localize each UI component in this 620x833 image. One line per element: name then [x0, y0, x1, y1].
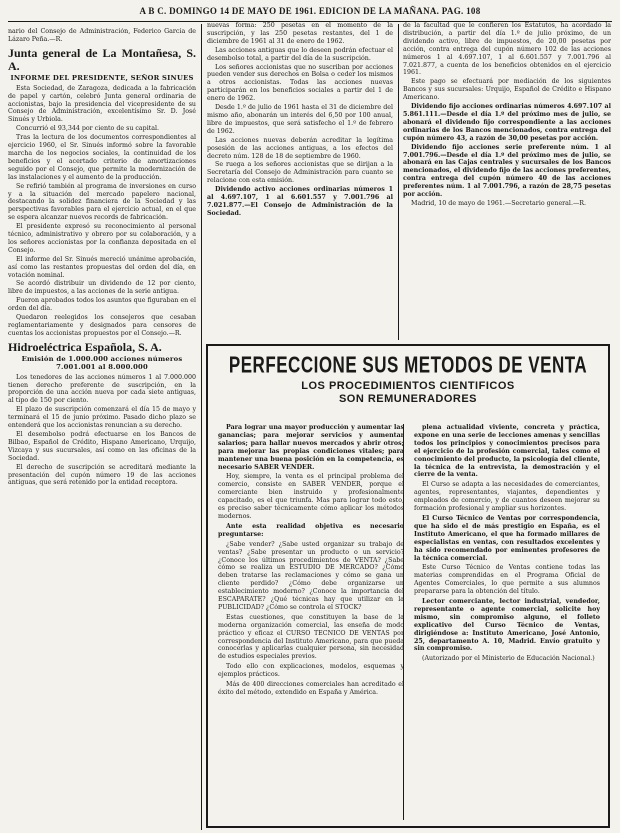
paragraph: Ante esta realidad objetiva es necesario preguntarse: — [218, 522, 404, 538]
paragraph: Se acordó distribuir un dividendo de 12 por ciento, libre de impuestos, a las acciones de la serie antigua. — [8, 280, 196, 296]
advertisement-box — [206, 344, 610, 828]
paragraph: El desembolso podrá efectuarse en los Bancos de Bilbao, Español de Crédito, Hispano Americano, Urquijo, Vizcaya y sus sucursales, así como en las oficinas de la Sociedad. — [8, 430, 196, 462]
paragraph: ¿Sabe vender? ¿Sabe usted organizar su trabajo de ventas? ¿Sabe presentar un producto o un servicio? ¿Conoce los últimos procedimientos de VENTA? ¿Sabe cómo se realiza un ESTUDIO DE MERCADO? ¿Cómo deben tratarse las reclamaciones y cómo se gana un cliente perdido? ¿Cómo debe organizarse un establecimiento moderno? ¿Conoce la importancia del ESCAPARATE? ¿Qué técnicas hay que utilizar en la PUBLICIDAD? ¿Cómo se controla el STOCK? — [218, 540, 404, 611]
paragraph: Lector comerciante, lector industrial, vendedor, representante o agente comercial, solicite hoy mismo, sin compromiso alguno, el folleto explicativo del Curso Técnico de Ventas, dirigiéndose a: Instituto Americano, José Antonio, 25, departamento A. 10, Madrid. Envío gratuito y sin compromiso. — [414, 598, 600, 653]
column-1 — [8, 28, 196, 828]
page-header: A B C. DOMINGO 14 DE MAYO DE 1961. EDICION DE LA MAÑANA. PAG. 108 — [139, 6, 481, 16]
hidroelectrica-headline: Hidroeléctrica Española, S. A. — [8, 339, 162, 354]
paragraph: El plazo de suscripción comenzará el día 15 de mayo y terminará el 15 de junio próximo. Pasado dicho plazo se entenderá que los accionistas renuncian a su derecho. — [8, 406, 196, 430]
paragraph: Todo ello con explicaciones, modelos, esquemas y ejemplos prácticos. — [218, 663, 404, 679]
paragraph: Se refirió también al programa de inversiones en curso y a la situación del mercado papelero nacional, destacando la solidez financiera de la Sociedad y las perspectivas favorables para el ejercicio actual, en el que se espera alcanzar nuevos records de fabricación. — [8, 182, 196, 222]
column-2 — [207, 22, 393, 340]
ad-subheadline — [216, 380, 600, 406]
paragraph: El informe del Sr. Sinués mereció unánime aprobación, así como las restantes propuestas del orden del día, en votación nominal. — [8, 255, 196, 279]
column-3 — [403, 22, 611, 340]
paragraph: nuevas forma: 250 pesetas en el momento de la suscripción, y las 250 pesetas restantes, del 1 de diciembre de 1961 al 31 de enero de 1962. — [207, 22, 393, 45]
paragraph: Los señores accionistas que no suscriban por acciones pueden vender sus derechos en Bolsa o ceder los mismos a otros accionistas. Todas las acciones nuevas participarán en los beneficios sociales a partir del 1 de enero de 1962. — [207, 63, 393, 103]
paragraph: de la facultad que le confieren los Estatutos, ha acordado la distribución, a partir del día 1.º de julio próximo, de un dividendo activo, libre de impuestos, de 20,00 pesetas por acción, contra entrega del cupón número 102 de las acciones números 1 al 4.697.107, 1 al 6.601.557 y 7.001.796 al 7.021.877, a cuenta de los beneficios obtenidos en el ejercicio 1961. — [403, 22, 611, 77]
paragraph: Concurrió el 93,344 por ciento de su capital. — [16, 125, 160, 133]
ad-subheadline-line-2: SON REMUNERADORES — [338, 393, 478, 405]
ad-headline: PERFECCIONE SUS METODOS DE VENTA — [228, 352, 588, 378]
paragraph: Más de 400 direcciones comerciales han acreditado el éxito del método, extendido en España y América. — [218, 681, 404, 696]
paragraph: Este pago se efectuará por mediación de los siguientes Bancos y sus sucursales: Urquijo, Español de Crédito e Hispano Americano. — [403, 78, 611, 102]
paragraph: Quedaron reelegidos los consejeros que cesaban reglamentariamente y designados para censores de cuentas los accionistas propuestos por el Consejo.—R. — [8, 314, 196, 337]
paragraph: (Autorizado por el Ministerio de Educación Nacional.) — [422, 655, 595, 663]
paragraph: Las acciones antiguas que lo deseen podrán efectuar el desembolso total, a partir del día de la suscripción. — [207, 46, 393, 62]
ad-subheadline-line-1: LOS PROCEDIMIENTOS CIENTIFICOS — [301, 380, 515, 392]
paragraph: Se ruega a los señores accionistas que se dirijan a la Secretaría del Consejo de Administración para cuanto se relacione con esta emisión. — [207, 161, 393, 185]
junta-headline: Junta general de La Montañesa, S. A. — [8, 45, 196, 73]
paragraph: Estas cuestiones, que constituyen la base de la moderna organización comercial, las enseña de modo práctico y eficaz el CURSO TECNICO DE VENTAS por correspondencia del Instituto Americano, para que pueda conocerlas y aplicarlas cualquier persona, sin necesidad de estudios especiales previos. — [218, 613, 404, 661]
paragraph: El Curso se adapta a las necesidades de comerciantes, agentes, representantes, viajantes, dependientes y empleados de comercio, y de cuantos deseen mejorar su formación profesional y ampliar sus horizontes. — [414, 481, 600, 513]
paragraph: El derecho de suscripción se acreditará mediante la presentación del cupón número 19 de las acciones antiguas, que será retenido por la entidad receptora. — [8, 463, 196, 487]
junta-subheadline: INFORME DEL PRESIDENTE, SEÑOR SINUES — [10, 73, 194, 82]
paragraph: Dividendo activo acciones ordinarias números 1 al 4.697.107, 1 al 6.601.557 y 7.001.796 al 7.021.877.—El Consejo de Administración de la Sociedad. — [207, 186, 393, 217]
column-divider-2 — [398, 24, 399, 340]
paragraph: Este Curso Técnico de Ventas contiene todas las materias comprendidas en el Programa Oficial de Agentes Comerciales, lo que permite a sus alumnos prepararse para la obtención del título. — [414, 564, 600, 596]
paragraph: Fueron aprobados todos los asuntos que figuraban en el orden del día. — [8, 297, 196, 313]
paragraph: Dividendo fijo acciones ordinarias números 4.697.107 al 5.861.111.—Desde el día 1.º del próximo mes de julio, se abonará el dividendo fijo correspondiente a las acciones ordinarias de los Bancos mencionados, contra entrega del cupón número 43, a razón de 30,00 pesetas por acción. — [403, 103, 611, 142]
paragraph: Las acciones nuevas deberán acreditar la legítima posesión de las acciones antiguas, a los efectos del decreto núm. 128 de 18 de septiembre de 1960. — [207, 136, 393, 160]
hidroelectrica-subheadline: Emisión de 1.000.000 acciones números 7.001.001 al 8.000.000 — [21, 354, 183, 371]
paragraph: Hoy, siempre, la venta es el principal problema del comercio, consiste en SABER VENDER, porque el comerciante bien instruido y profesionalmente capacitado, es el que triunfa. Mas para lograr todo esto, es preciso saber técnicamente cómo aplicar los métodos modernos. — [218, 473, 404, 520]
column-divider-1 — [201, 24, 202, 830]
paragraph: Desde 1.º de julio de 1961 hasta el 31 de diciembre del mismo año, abonarán un interés del 6,50 por 100 anual, libre de impuestos, que será satisfecho el 1.º de febrero de 1962. — [207, 104, 393, 135]
paragraph: Madrid, 10 de mayo de 1961.—Secretario general.—R. — [411, 199, 586, 207]
paragraph: El Curso Técnico de Ventas por correspondencia, que ha sido el de más prestigio en España, es el Instituto Americano, el que ha formado millares de especialistas en ventas, con resultados excelentes y ha sido recomendado por eminentes profesores de la técnica comercial. — [414, 514, 600, 562]
ad-left-column — [218, 424, 404, 824]
paragraph: Para lograr una mayor producción y aumentar las ganancias; para mejorar servicios y aumentar salarios; para hallar nuevos mercados y abrir otros; para mejorar las propias condiciones vitales; para mantener una buena posición en la competencia, es necesario SABER VENDER. — [218, 424, 404, 471]
ad-right-column — [414, 424, 600, 824]
paragraph: Tras la lectura de los documentos correspondientes al ejercicio 1960, el Sr. Sinués informó sobre la favorable marcha de los negocios sociales, la continuidad de los beneficios y el acertado criterio de amortizaciones seguido por el Consejo, que permite la modernización de las instalaciones y el aumento de la producción. — [8, 134, 196, 181]
column-1-intro: nario del Consejo de Administración, Federico García de Lázaro Peña.—R. — [8, 28, 196, 43]
paragraph: Los tenedores de las acciones números 1 al 7.000.000 tienen derecho preferente de suscripción, en la proporción de una acción nueva por cada siete antiguas, al tipo de 150 por ciento. — [8, 373, 196, 405]
paragraph: Esta Sociedad, de Zaragoza, dedicada a la fabricación de papel y cartón, celebró Junta general ordinaria de accionistas, bajo la presidencia del vicepresidente de su Consejo de Administración, excelentísimo Sr. D. José Sinués y Urbiola. — [8, 84, 196, 124]
paragraph: El presidente expresó su reconocimiento al personal técnico, administrativo y obrero por su colaboración, y a los señores accionistas por la confianza depositada en el Consejo. — [8, 223, 196, 254]
paragraph: plena actualidad viviente, concreta y práctica, expone en una serie de lecciones amenas y sencillas todos los principios y conocimientos precisos para el ejercicio de la profesión comercial, tales como el conocimiento del producto, la psicología del cliente, la técnica de la entrevista, la demostración y el cierre de la venta. — [414, 424, 600, 479]
paragraph: Dividendo fijo acciones serie preferente núm. 1 al 7.001.796.—Desde el día 1.º del próximo mes de julio, se abonará en las Cajas centrales y sucursales de los Bancos mencionados, el dividendo fijo de las acciones preferentes, contra entrega del cupón número 40 de las acciones preferentes núm. 1 al 7.001.796, a razón de 28,75 pesetas por acción. — [403, 143, 611, 199]
